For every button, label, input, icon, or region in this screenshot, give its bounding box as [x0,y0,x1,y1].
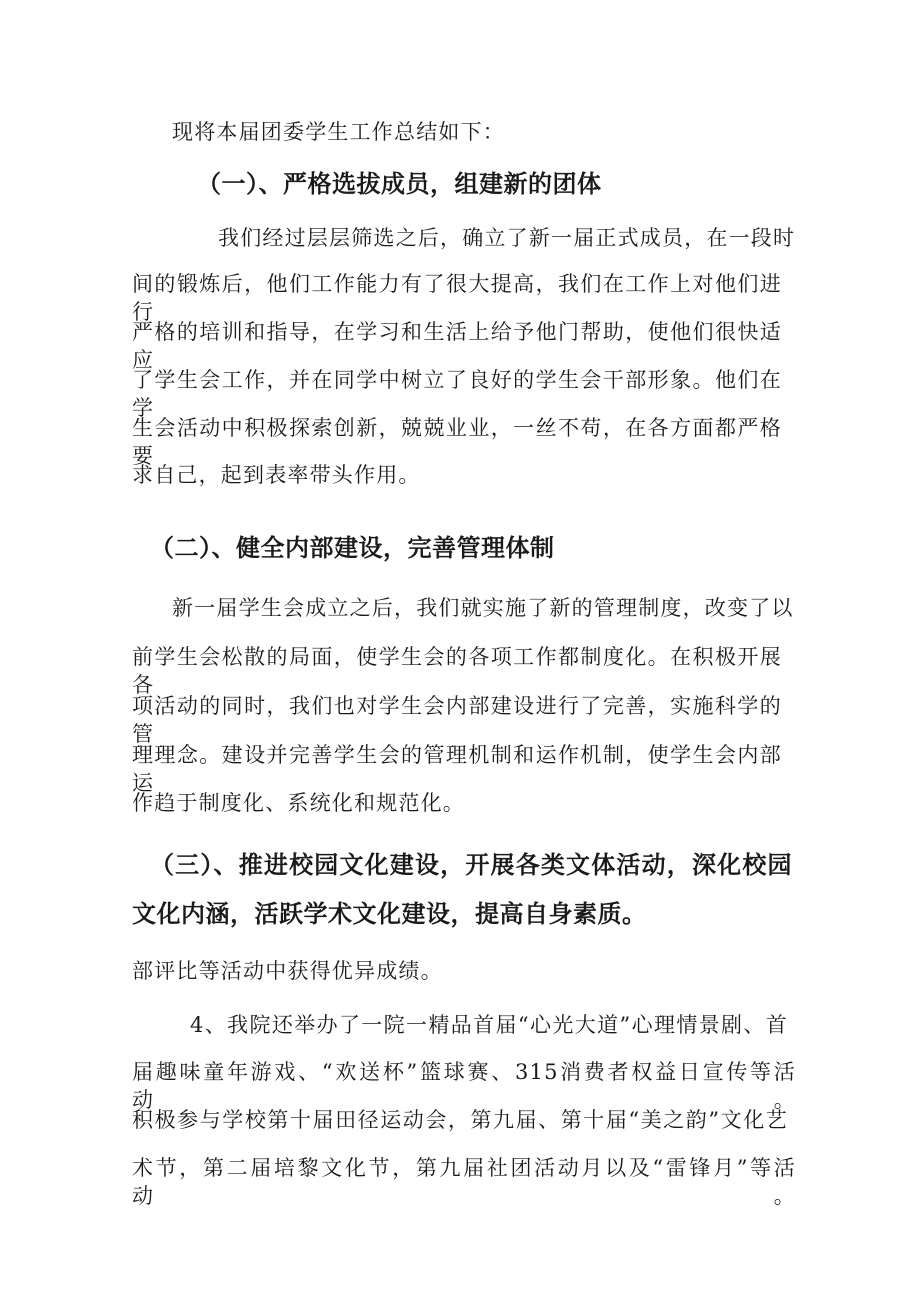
section-1-line: 我们经过层层筛选之后，确立了新一届正式成员，在一段时 [218,226,796,250]
section-2-line: 项活动的同时，我们也对学生会内部建设进行了完善，实施科学的管 [132,694,782,746]
section-3-heading: 文化内涵，活跃学术文化建设，提高自身素质。 [132,900,647,928]
section-1-line: 严格的培训和指导，在学习和生活上给予他门帮助，使他们很快适应 [132,320,782,372]
section-3-line: 部评比等活动中获得优异成绩。 [132,959,443,983]
section-4-line: 4、我院还举办了一院一精品首届“心光大道”心理情景剧、首 [190,1013,788,1037]
section-1-line: 求自己，起到表率带头作用。 [132,463,421,487]
section-4-line: 届趣味童年游戏、“欢送杯”篮球赛、315消费者权益日宣传等活动。 [132,1060,796,1112]
section-2-line: 新一届学生会成立之后，我们就实施了新的管理制度，改变了以 [172,596,794,620]
section-2-heading: （二）、健全内部建设，完善管理体制 [150,534,555,562]
section-1-line: 生会活动中积极探索创新，兢兢业业，一丝不苟，在各方面都严格要 [132,416,782,468]
section-4-line: 术节，第二届培黎文化节，第九届社团活动月以及“雷锋月”等活动。 [132,1156,796,1208]
intro-line: 现将本届团委学生工作总结如下： [172,120,505,144]
section-2-line: 前学生会松散的局面，使学生会的各项工作都制度化。在积极开展各 [132,645,782,697]
section-1-line: 间的锻炼后，他们工作能力有了很大提高，我们在工作上对他们进行 [132,272,782,324]
section-3-heading: （三）、推进校园文化建设，开展各类文体活动，深化校园 [150,851,792,879]
section-1-heading: （一）、严格选拔成员，组建新的团体 [197,170,602,198]
section-1-line: 了学生会工作，并在同学中树立了良好的学生会干部形象。他们在学 [132,368,782,420]
section-4-line: 积极参与学校第十届田径运动会，第九届、第十届“美之韵”文化艺 [132,1108,788,1132]
section-2-line: 作趋于制度化、系统化和规范化。 [132,791,465,815]
section-2-line: 理理念。建设并完善学生会的管理机制和运作机制，使学生会内部运 [132,743,782,795]
